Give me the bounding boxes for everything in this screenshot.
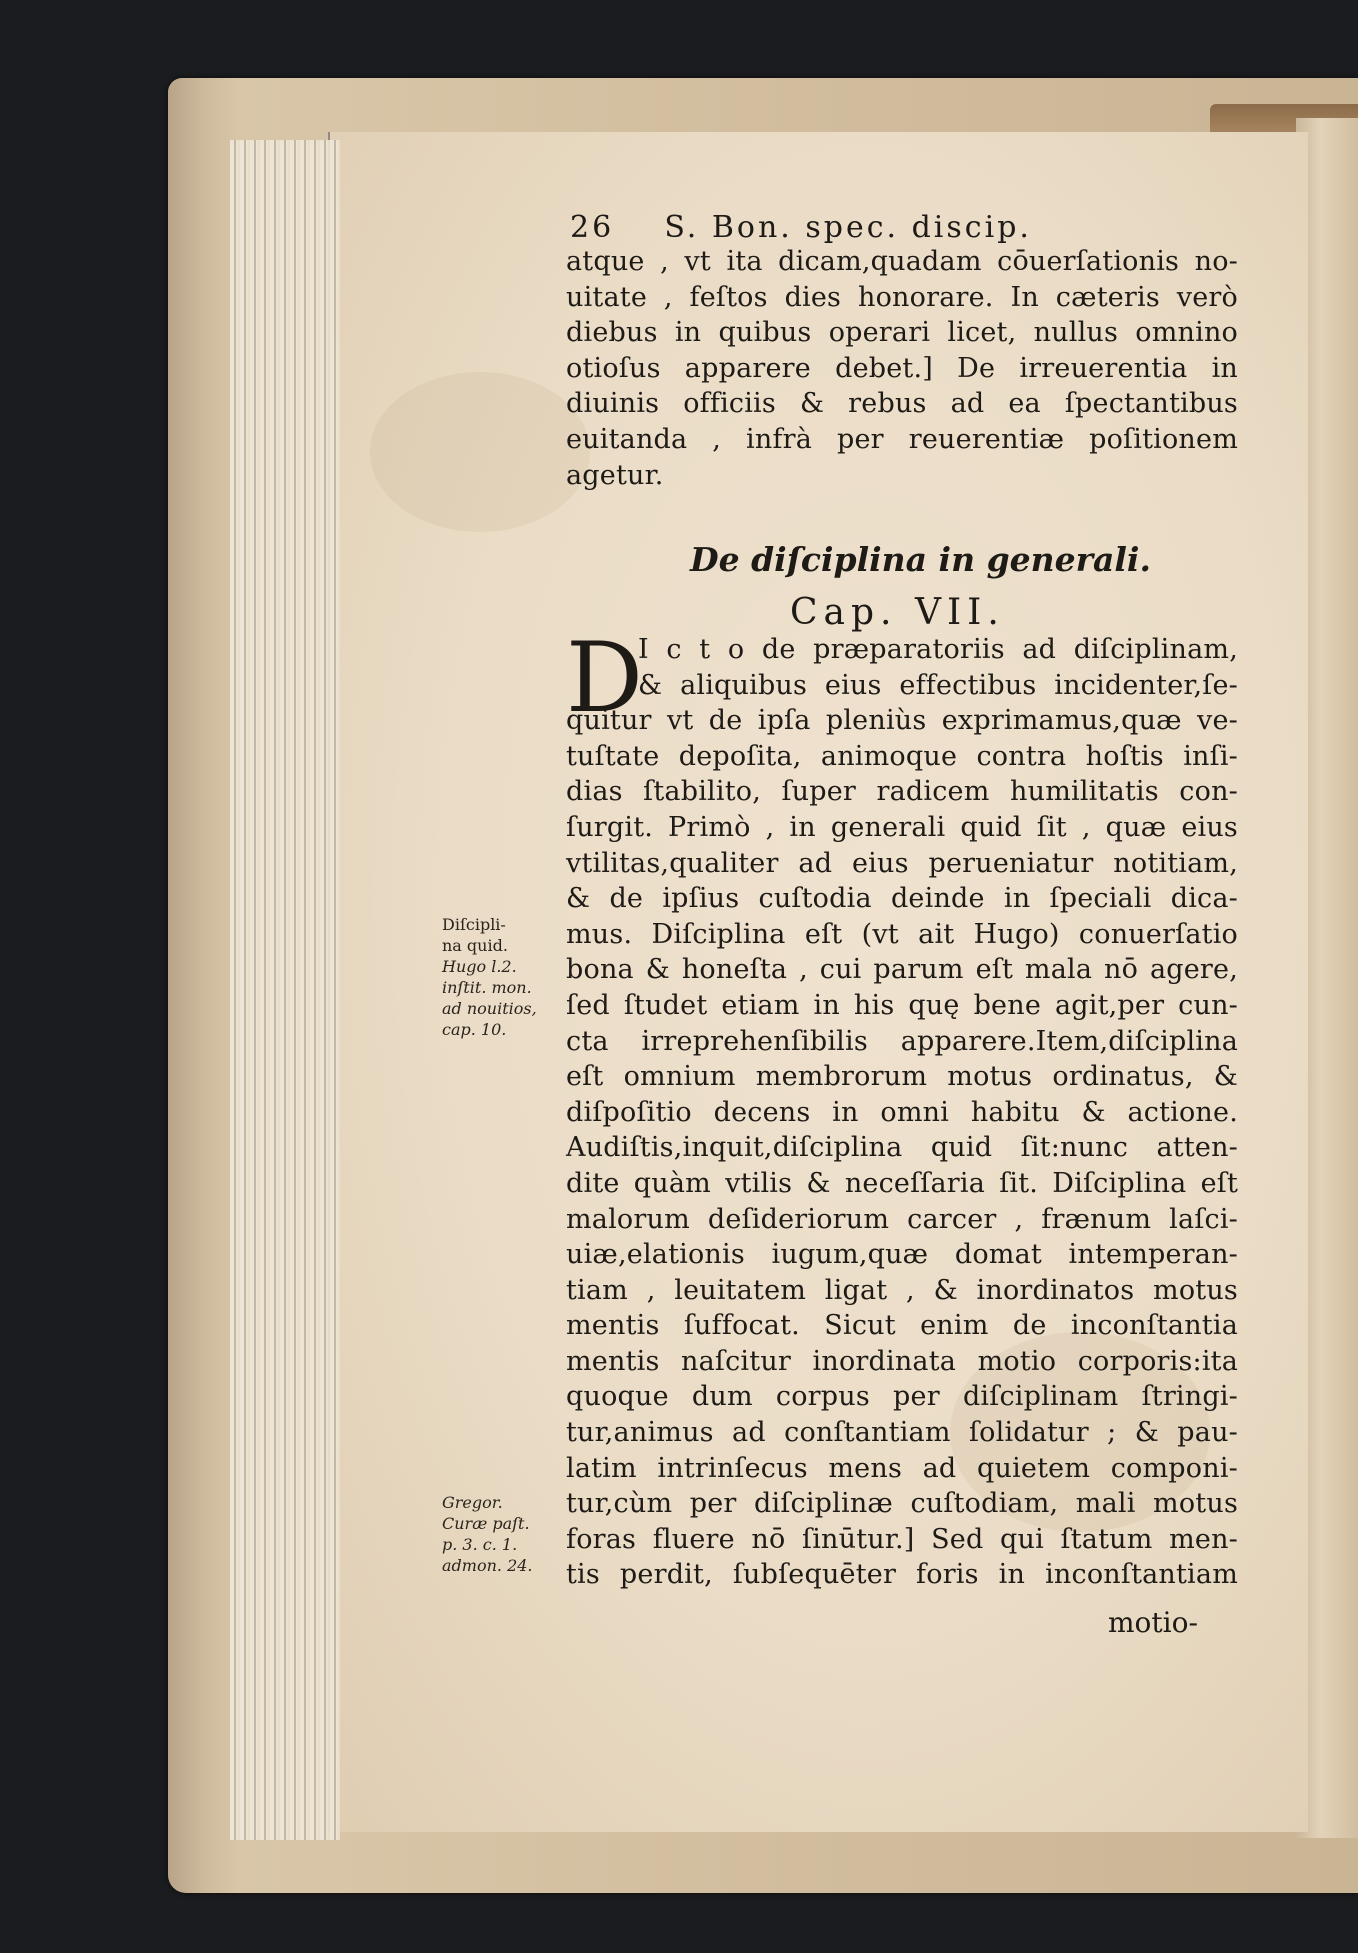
text-line: tiam , leuitatem ligat , & inordinatos motus [566,1274,1238,1306]
text-line: tur,animus ad conſtantiam ſolidatur ; & pau- [566,1417,1238,1449]
text-line: tuſtate depoſita, animoque contra hoſtis inſi- [566,740,1238,772]
text-line: quoque dum corpus per diſciplinam ſtringi- [566,1381,1238,1413]
text-line: eſt omnium membrorum motus ordinatus, & [566,1061,1238,1093]
margin-note-hugo [442,914,537,1040]
margin-note-line: na quid. [442,936,508,955]
text-line: uiæ,elationis iugum,quæ domat intemperan- [566,1239,1238,1271]
text-line: tur,cùm per diſciplinæ cuſtodiam, mali motus [566,1488,1238,1520]
intro-paragraph [566,244,1238,493]
text-line: & de ipſius cuſtodia deinde in ſpeciali dica- [566,883,1238,915]
text-line: Audiſtis,inquit,diſciplina quid ſit:nunc atten- [566,1132,1238,1164]
margin-note-line: admon. 24. [442,1556,533,1575]
margin-note-line: Diſcipli- [442,915,506,934]
text-line: dite quàm vtilis & neceſſaria ſit. Diſciplina eſt [566,1167,1238,1199]
margin-note-line: inſtit. mon. [442,978,532,997]
text-line: foras fluere nō ſinūtur.] Sed qui ſtatum men- [566,1523,1238,1555]
text-line: & aliquibus eius effectibus incidenter,ſe- [638,669,1238,701]
running-head: 26 S. Bon. spec. discip. [570,210,1032,245]
text-line: quitur vt de ipſa pleniùs exprimamus,quæ ve- [566,705,1238,737]
margin-note-line: Curæ paſt. [442,1514,530,1533]
margin-note-line: p. 3. c. 1. [442,1535,518,1554]
margin-note-line: Hugo l.2. [442,957,517,976]
catchword: motio- [1108,1606,1198,1639]
section-title: De diſciplina in generali. [690,540,1151,579]
margin-note-line: ad nouitios, [442,999,537,1018]
text-line: vtilitas,qualiter ad eius perueniatur notitiam, [566,847,1238,879]
text-line: tis perdit, ſubſequēter foris in inconſtantiam [566,1559,1238,1591]
chapter-paragraph [566,622,1238,1593]
text-line: diebus in quibus operari licet, nullus omnino [566,317,1238,349]
text-line: cta irreprehenſibilis apparere.Item,diſciplina [566,1025,1238,1057]
text-line: diſpoſitio decens in omni habitu & actione. [566,1096,1238,1128]
margin-note-line: cap. 10. [442,1020,507,1039]
text-line: atque , vt ita dicam,quadam cōuerſationis no- [566,246,1238,277]
margin-note-line: Gregor. [442,1493,503,1512]
text-line: latim intrinſecus mens ad quietem componi- [566,1452,1238,1484]
margin-note-gregor [442,1492,533,1576]
text-line: otioſus apparere debet.] De irreuerentia in [566,352,1238,384]
chapter-heading: Cap. VII. [790,592,1005,633]
text-line: mus. Diſciplina eſt (vt ait Hugo) conuerſatio [566,918,1238,950]
text-line: diuinis officiis & rebus ad ea ſpectantibus [566,388,1238,420]
text-line: bona & honeſta , cui parum eſt mala nō agere, [566,954,1238,986]
text-line: mentis naſcitur inordinata motio corporis:ita [566,1345,1238,1377]
text-line: dias ſtabilito, ſuper radicem humilitatis con- [566,776,1238,808]
drop-cap: D [566,622,643,734]
text-line: malorum deſideriorum carcer , frænum laſci- [566,1203,1238,1235]
text-line: agetur. [566,459,664,491]
text-line: mentis ſuffocat. Sicut enim de inconſtantia [566,1310,1238,1342]
page-edges [230,140,340,1840]
text-line: uitate , feſtos dies honorare. In cæteris verò [566,281,1238,313]
text-line: ſed ſtudet etiam in his quę bene agit,per cun- [566,989,1238,1021]
text-line: I c t o de præparatoriis ad diſciplinam, [638,634,1238,665]
text-line: euitanda , infrà per reuerentiæ poſitionem [566,423,1238,455]
text-line: ſurgit. Primò , in generali quid ſit , quæ eius [566,811,1238,843]
